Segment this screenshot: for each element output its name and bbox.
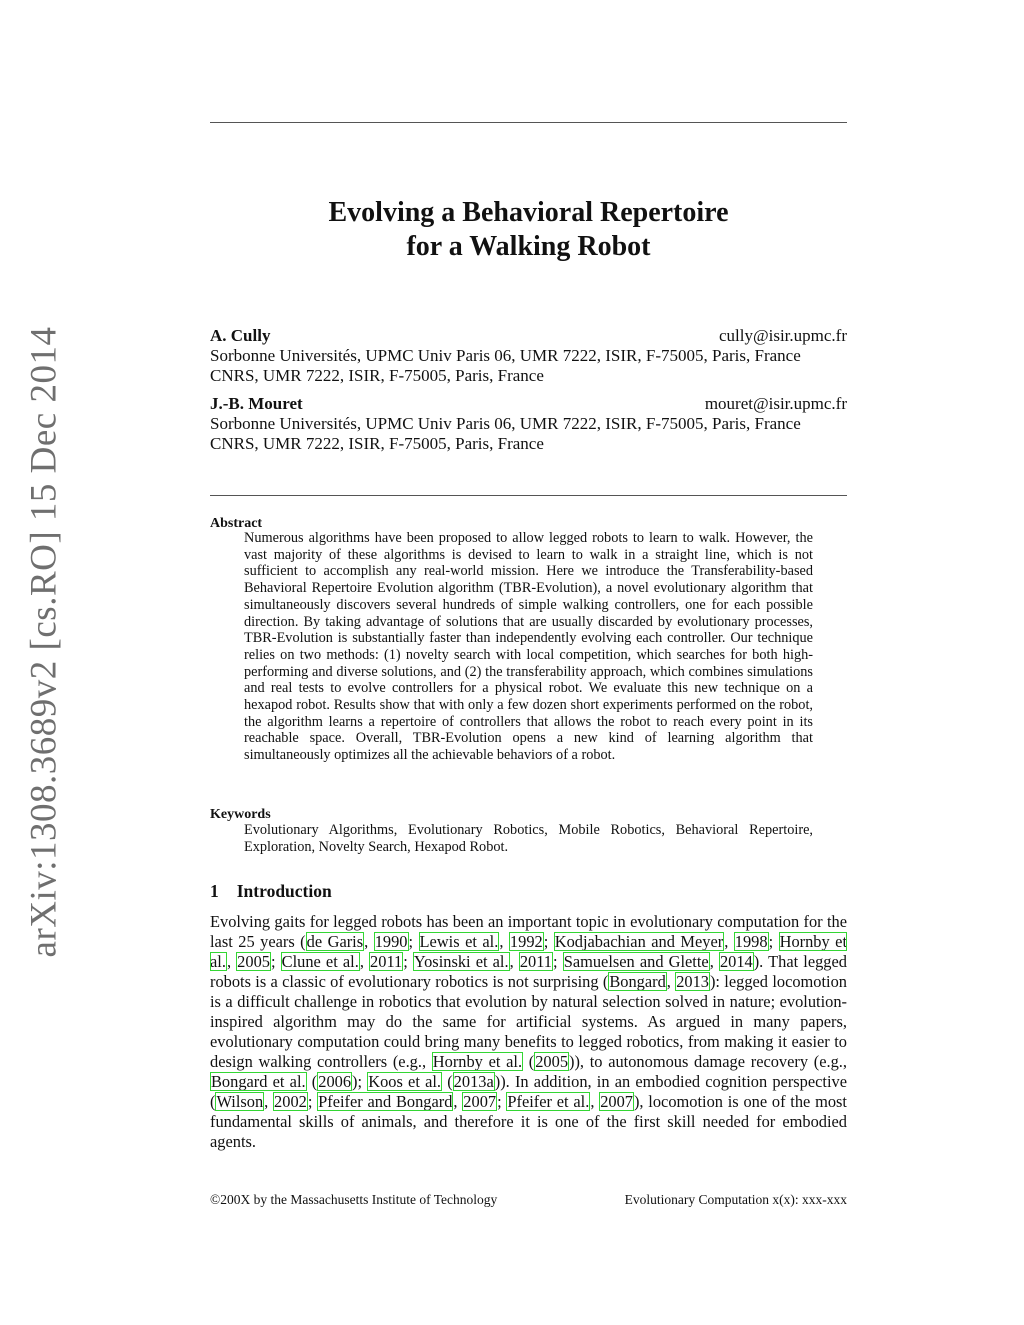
intro-text: , xyxy=(453,1092,463,1111)
keywords-heading: Keywords xyxy=(210,807,271,822)
citation-link[interactable]: Kodjabachian and Meyer xyxy=(554,932,724,951)
citation-link[interactable]: Pfeifer et al. xyxy=(507,1092,590,1111)
intro-text: ; xyxy=(543,932,554,951)
citation-link[interactable]: 1998 xyxy=(734,932,768,951)
intro-text: , xyxy=(590,1092,600,1111)
citation-link[interactable]: Clune et al. xyxy=(281,952,359,971)
citation-link[interactable]: 2002 xyxy=(274,1092,307,1111)
author-block xyxy=(210,394,847,454)
intro-text: , xyxy=(509,952,519,971)
title-line-2: for a Walking Robot xyxy=(406,231,651,262)
citation-link[interactable]: 2006 xyxy=(318,1072,352,1091)
intro-text: ; xyxy=(768,932,779,951)
copyright-notice: ©200X by the Massachusetts Institute of Technology xyxy=(210,1192,498,1207)
abstract-rule xyxy=(210,495,847,496)
paper-title xyxy=(210,196,847,264)
intro-text: , xyxy=(666,972,676,991)
top-rule xyxy=(210,122,847,123)
citation-link[interactable]: 2007 xyxy=(600,1092,633,1111)
citation-link[interactable]: 2014 xyxy=(719,952,753,971)
citation-link[interactable]: Bongard xyxy=(609,972,666,991)
abstract-text: Numerous algorithms have been proposed to allow legged robots to learn to walk. However, the vast majority of these algorithms is devised to learn to walk in a straight line, which is not sufficient to accomplish any real-world mission. Here we introduce the Transferability-based Behavioral Repertoire Evolution algorithm (TBR-Evolution), a novel evolutionary algorithm that simultaneously discovers several hundreds of simple walking controllers, one for each possible direction. By taking advantage of solutions that are usually discarded by evolutionary processes, TBR-Evolution is substantially faster than independently evolving each controller. Our technique relies on two methods: (1) novelty search with local competition, which searches for both high-performing and diverse solutions, and (2) the transferability approach, which combines simulations and real tests to evolve controllers for a physical robot. We evaluate this new technique on a hexapod robot. Results show that with only a few dozen short experiments performed on the robot, the algorithm learns a repertoire of controllers that allows the robot to reach every point in its reachable space. Overall, TBR-Evolution opens a new kind of learning algorithm that simultaneously optimizes all the achievable behaviors of a robot. xyxy=(244,530,813,764)
section-title: Introduction xyxy=(236,881,332,901)
author-block xyxy=(210,326,847,386)
author-affiliation: CNRS, UMR 7222, ISIR, F-75005, Paris, France xyxy=(210,366,544,385)
citation-link[interactable]: Hornby et al. xyxy=(210,932,847,971)
abstract-heading: Abstract xyxy=(210,516,263,531)
intro-text: )). In addition, in an embodied cognition perspective ( xyxy=(210,1072,847,1111)
citation-link[interactable]: Wilson xyxy=(216,1092,264,1111)
author-email: mouret@isir.upmc.fr xyxy=(704,394,847,413)
citation-link[interactable]: 1992 xyxy=(509,932,543,951)
intro-text: ; xyxy=(270,952,281,971)
page-footer xyxy=(210,1192,847,1208)
intro-text: , xyxy=(264,1092,274,1111)
intro-text: , xyxy=(364,932,374,951)
intro-text: ). That legged robots is a classic of evolutionary robotics is not surprising ( xyxy=(210,952,847,991)
citation-link[interactable]: 2013a xyxy=(453,1072,494,1091)
intro-text: ; xyxy=(553,952,563,971)
keywords-text: Evolutionary Algorithms, Evolutionary Robotics, Mobile Robotics, Behavioral Repertoire, Exploration, Novelty Search, Hexapod Robot. xyxy=(244,822,813,855)
citation-link[interactable]: 2013 xyxy=(676,972,709,991)
author-email: cully@isir.upmc.fr xyxy=(718,326,847,345)
citation-link[interactable]: 2011 xyxy=(519,952,553,971)
intro-text: ( xyxy=(523,1052,535,1071)
intro-text: , xyxy=(709,952,719,971)
intro-text: ; xyxy=(408,932,419,951)
intro-text: ); xyxy=(352,1072,368,1091)
author-name: A. Cully xyxy=(210,326,271,345)
introduction-paragraph xyxy=(210,912,847,1152)
intro-text: ), locomotion is one of the most fundamental skills of animals, and therefore it is one of the first skill needed for embodied agents. xyxy=(210,1092,847,1151)
citation-link[interactable]: Bongard et al. xyxy=(211,1072,306,1091)
title-line-1: Evolving a Behavioral Repertoire xyxy=(328,197,729,228)
citation-link[interactable]: Lewis et al. xyxy=(419,932,499,951)
citation-link[interactable]: Pfeifer and Bongard xyxy=(318,1092,453,1111)
citation-link[interactable]: 2005 xyxy=(535,1052,569,1071)
citation-link[interactable]: Koos et al. xyxy=(368,1072,442,1091)
intro-text: ; xyxy=(307,1092,318,1111)
author-affiliation: CNRS, UMR 7222, ISIR, F-75005, Paris, France xyxy=(210,434,544,453)
intro-text: , xyxy=(499,932,509,951)
arxiv-stamp-text: arXiv:1308.3689v2 [cs.RO] 15 Dec 2014 xyxy=(23,326,65,958)
intro-text: ; xyxy=(497,1092,507,1111)
citation-link[interactable]: de Garis xyxy=(306,932,364,951)
author-affiliation: Sorbonne Universités, UPMC Univ Paris 06, UMR 7222, ISIR, F-75005, Paris, France xyxy=(210,346,801,365)
intro-text: Evolving gaits for legged robots has been an important topic in evolutionary computation for the last 25 years ( xyxy=(210,912,847,951)
citation-link[interactable]: 2007 xyxy=(463,1092,497,1111)
intro-text: ( xyxy=(442,1072,453,1091)
author-affiliation: Sorbonne Universités, UPMC Univ Paris 06, UMR 7222, ISIR, F-75005, Paris, France xyxy=(210,414,801,433)
intro-text: ): legged locomotion is a difficult challenge in robotics that evolution by natural selection solved in nature; evolution-inspired algorithm may do the same for artificial systems. As argued in many papers, evolutionary computation could bring many benefits to legged robotics, from making it easier to design walking controllers (e.g., xyxy=(210,972,847,1071)
intro-text: , xyxy=(724,932,734,951)
section-heading xyxy=(210,881,332,902)
journal-reference: Evolutionary Computation x(x): xxx-xxx xyxy=(624,1192,847,1207)
citation-link[interactable]: Hornby et al. xyxy=(432,1052,523,1071)
citation-link[interactable]: 2011 xyxy=(370,952,403,971)
intro-text: ; xyxy=(403,952,413,971)
citation-link[interactable]: 1990 xyxy=(374,932,408,951)
citation-link[interactable]: Yosinski et al. xyxy=(413,952,509,971)
intro-text: )), to autonomous damage recovery (e.g., xyxy=(569,1052,847,1071)
citation-link[interactable]: Samuelsen and Glette xyxy=(563,952,709,971)
section-number: 1 xyxy=(210,881,219,901)
citation-link[interactable]: 2005 xyxy=(237,952,270,971)
author-name: J.-B. Mouret xyxy=(210,394,303,413)
intro-text: ( xyxy=(306,1072,318,1091)
intro-text: , xyxy=(226,952,237,971)
intro-text: , xyxy=(359,952,370,971)
